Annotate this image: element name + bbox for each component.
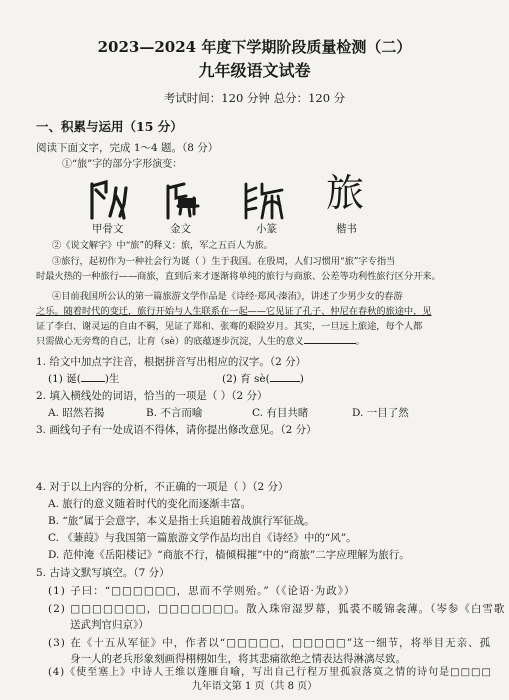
reading-intro: 阅读下面文字，完成 1～4 题。（8 分） [36,142,219,154]
paragraph-4-line-3: 证了李白、谢灵运的自由不羁，见证了郑和、张骞的艰险岁月。其实，一旦远上旅途，每个人都 [36,321,423,332]
seal-script-glyph-icon [238,178,290,222]
q4-option-d[interactable]: D. 范仲淹《岳阳楼记》“商旅不行，樯倾楫摧”中的“商旅”二字应理解为旅行。 [48,549,410,561]
section-heading: 一、积累与运用（15 分） [36,119,183,134]
answer-blank[interactable] [304,343,356,344]
q1-blank-1[interactable] [81,381,105,382]
q5-item-1: (1) 子曰：“□□□□□□，思而不学则殆。”（《论语·为政》） [48,585,356,597]
q5-item-3-line-2: 身一人的老兵形象刻画得栩栩如生，将其悲痛欲绝之情表达得淋漓尽致。 [70,653,406,665]
paragraph-4-line-1: ④目前我国所公认的第一篇旅游文学作品是《诗经·郑风·溱洧》，讲述了少男少女的春游 [52,291,403,302]
q4-option-b[interactable]: B. “旅”属于会意字，本义是指士兵追随着战旗行军征战。 [48,515,315,527]
exam-title: 2023—2024 年度下学期阶段质量检测（二） [97,38,412,56]
q5-item-4-line-1: (4)《使至塞上》中诗人王维以蓬雁自喻，写出自己行程万里孤寂落寞之情的诗句是□□□□ [48,667,492,678]
q2-option-a[interactable]: A. 昭然若揭 [48,407,105,419]
q5-item-2-line-1: (2) □□□□□□□，□□□□□□□。散入珠帘湿罗幕，狐裘不暖锦衾薄。（岑参《白雪歌 [48,603,506,615]
page-footer: 九年语文第 1 页（共 8 页） [191,681,318,692]
paragraph-3-line-1: ③旅行，起初作为一种社会行为诞（ ）生于我国。在殷周，人们习惯用“旅”字专指当 [52,256,396,267]
q5-item-2-line-2: 送武判官归京》） [70,619,149,631]
question-2: 2. 填入横线处的词语，恰当的一项是（ ）（2 分） [36,390,268,402]
glyph-label-kaishu: 楷书 [336,223,357,235]
paragraph-3-line-2: 时最火热的一种旅行——商旅，直到后来才逐渐将单纯的旅行与商旅、公差等功利性旅行区分开来。 [36,271,441,282]
q1-part-1: (1) 诞( )生 [48,373,120,385]
oracle-bone-glyph-icon [84,178,136,222]
q2-option-c[interactable]: C. 有目共睹 [252,407,309,419]
q2-option-b[interactable]: B. 不言而喻 [146,407,203,419]
q5-item-3-line-1: (3) 在《十五从军征》中，作者以“□□□□□，□□□□□”这一细节，将举目无亲、孤 [48,637,492,649]
exam-meta: 考试时间：120 分钟 总分：120 分 [163,91,346,105]
paragraph-2: ②《说文解字》中“旅”的释义：旅，军之五百人为旅。 [52,240,273,251]
kaishu-char: 旅 [326,171,365,215]
q1-blank-2[interactable] [270,381,300,382]
bronze-glyph-icon [158,178,210,222]
q4-option-c[interactable]: C. 《蒹葭》与我国第一篇旅游文学作品均出自《诗经》中的“风”。 [48,532,357,544]
paragraph-4-line-2: 之乐。随着时代的变迁，旅行开始与人生联系在一起——它见证了孔子、仲尼在春秋的旅途中，见 [36,306,432,317]
question-1: 1. 给文中加点字注音，根据拼音写出相应的汉字。（2 分） [36,356,307,368]
glyph-label-bronze: 金文 [170,223,191,235]
q2-option-d[interactable]: D. 一目了然 [352,407,409,419]
paragraph-1: ①“旅”字的部分字形演变： [62,159,183,170]
question-4: 4. 对于以上内容的分析，不正确的一项是（ ）（2 分） [36,481,289,493]
q1-part-2: (2) 育 sè( ) [222,373,304,385]
question-3: 3. 画线句子有一处成语不得体，请你提出修改意见。（2 分） [36,424,317,436]
glyph-label-seal: 小篆 [256,223,277,235]
q4-option-a[interactable]: A. 旅行的意义随着时代的变化而逐渐丰富。 [48,498,252,510]
glyph-label-oracle: 甲骨文 [92,223,124,235]
exam-subtitle: 九年级语文试卷 [198,61,311,80]
paragraph-4-line-4: 只需做心无旁骛的自己，让育（sè）的底蕴逐步沉淀，人生的意义 。 [36,336,365,347]
question-5: 5. 古诗文默写填空。（7 分） [36,567,170,579]
